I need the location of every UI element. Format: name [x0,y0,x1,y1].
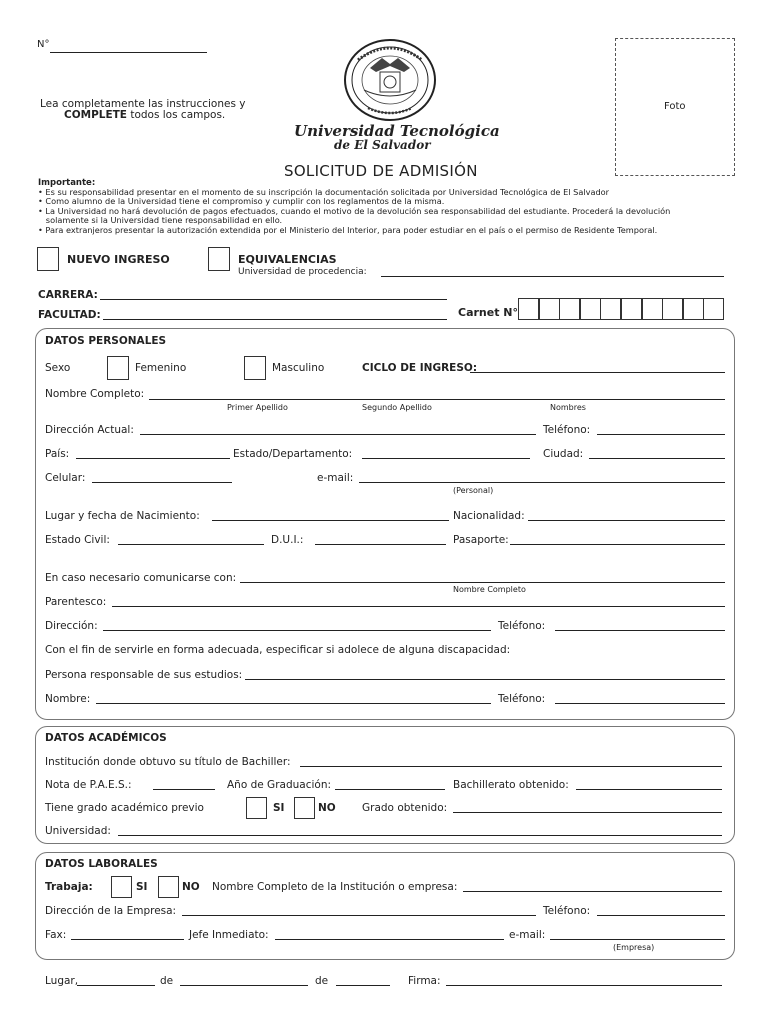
email-empresa-hint: (Empresa) [613,943,655,952]
masculino-checkbox[interactable] [244,356,266,380]
universidad-label: Universidad: [45,825,111,837]
grado-previo-no-label: NO [318,802,336,814]
jefe-inmediato-label: Jefe Inmediato: [189,929,269,941]
parentesco-field[interactable] [112,606,725,607]
trabaja-si-label: SI [136,881,148,893]
carnet-digit-cell[interactable] [683,298,704,320]
nombre-completo-field[interactable] [149,399,725,400]
carnet-digit-cell[interactable] [642,298,663,320]
datos-personales-section [35,328,735,720]
carnet-digit-cell[interactable] [621,298,642,320]
instructions-bold: COMPLETE [64,109,127,121]
equivalencias-label: EQUIVALENCIAS [238,253,337,266]
carnet-digit-cell[interactable] [600,298,621,320]
ciudad-field[interactable] [589,458,725,459]
carnet-digit-cell[interactable] [662,298,683,320]
lugar-fecha-nacimiento-label: Lugar y fecha de Nacimiento: [45,510,200,522]
celular-field[interactable] [92,482,232,483]
grado-previo-label: Tiene grado académico previo [45,802,204,814]
email-field[interactable] [359,482,725,483]
importante-bullet: • La Universidad no hará devolución de pagos efectuados, cuando el motivo de la devolución sea responsabilidad del estudiante. Procederá la devolución [38,205,671,216]
importante-bullet: • Como alumno de la Universidad tiene el compromiso y cumplir con los reglamentos de la misma. [38,196,445,207]
nombre-responsable-field[interactable] [96,703,491,704]
ciudad-label: Ciudad: [543,448,584,460]
universidad-field[interactable] [118,835,722,836]
primer-apellido-hint: Primer Apellido [227,403,288,412]
telefono2-field[interactable] [555,630,725,631]
firma-label: Firma: [408,975,441,987]
institucion-empresa-label: Nombre Completo de la Institución o empresa: [212,881,458,893]
photo-label: Foto [664,101,686,112]
nombre-completo-label: Nombre Completo: [45,388,145,400]
instructions-line2 [64,110,225,121]
photo-box[interactable] [615,38,735,176]
grado-previo-si-label: SI [273,802,285,814]
importante-list [38,188,670,235]
direccion-field[interactable] [140,434,536,435]
masculino-label: Masculino [272,362,325,374]
bachillerato-field[interactable] [576,789,722,790]
datos-laborales-title: DATOS LABORALES [45,858,158,870]
parentesco-label: Parentesco: [45,596,107,608]
pasaporte-label: Pasaporte: [453,534,509,546]
page-title: SOLICITUD DE ADMISIÓN [284,162,478,180]
discapacidad-label: Con el fin de servirle en forma adecuada, especificar si adolece de alguna discapacidad: [45,644,511,656]
nacionalidad-label: Nacionalidad: [453,510,525,522]
telefono2-label: Teléfono: [498,620,546,632]
grado-previo-si-checkbox[interactable] [246,797,267,819]
carnet-digit-cell[interactable] [518,298,539,320]
datos-academicos-title: DATOS ACADÉMICOS [45,732,167,744]
instructions-line1: Lea completamente las instrucciones y [40,98,246,110]
anio-graduacion-label: Año de Graduación: [227,779,332,791]
nacionalidad-field[interactable] [528,520,725,521]
ciclo-ingreso-field[interactable] [470,372,725,373]
telefono3-field[interactable] [555,703,725,704]
trabaja-si-checkbox[interactable] [111,876,132,898]
estado-field[interactable] [362,458,530,459]
de-label-2: de [315,975,329,987]
celular-label: Celular: [45,472,86,484]
carnet-label: Carnet N° [458,306,519,319]
lugar-label: Lugar, [45,975,79,987]
carnet-digit-cell[interactable] [559,298,580,320]
direccion-empresa-label: Dirección de la Empresa: [45,905,177,917]
carrera-field[interactable] [100,299,447,300]
responsable-label: Persona responsable de sus estudios: [45,669,243,681]
datos-personales-title: DATOS PERSONALES [45,335,167,347]
telefono-empresa-field[interactable] [597,915,725,916]
anio-field[interactable] [336,985,390,986]
sexo-label: Sexo [45,362,71,374]
equivalencias-checkbox[interactable] [208,247,230,271]
institucion-bachiller-field[interactable] [300,766,722,767]
pais-field[interactable] [76,458,230,459]
jefe-inmediato-field[interactable] [275,939,504,940]
institucion-empresa-field[interactable] [463,891,722,892]
telefono-empresa-label: Teléfono: [543,905,591,917]
instructions-rest: todos los campos. [130,109,226,121]
numero-field[interactable] [50,52,207,53]
femenino-label: Femenino [135,362,187,374]
anio-graduacion-field[interactable] [335,789,445,790]
university-name: Universidad Tecnológica [294,122,500,140]
dui-field[interactable] [315,544,446,545]
estado-civil-label: Estado Civil: [45,534,110,546]
direccion-empresa-field[interactable] [182,915,536,916]
telefono3-label: Teléfono: [498,693,546,705]
universidad-procedencia-label: Universidad de procedencia: [238,267,367,277]
nombre-responsable-label: Nombre: [45,693,91,705]
university-location: de El Salvador [334,138,431,152]
emergencia-field[interactable] [240,582,725,583]
numero-label: N° [37,39,50,50]
nuevo-ingreso-checkbox[interactable] [37,247,59,271]
firma-field[interactable] [446,985,722,986]
grado-obtenido-label: Grado obtenido: [362,802,448,814]
importante-label: Importante: [38,178,96,188]
facultad-label: FACULTAD: [38,309,101,321]
nombres-hint: Nombres [550,403,586,412]
nota-paes-label: Nota de P.A.E.S.: [45,779,132,791]
lugar-fecha-nacimiento-field[interactable] [212,520,449,521]
grado-previo-no-checkbox[interactable] [294,797,315,819]
de-label-1: de [160,975,174,987]
segundo-apellido-hint: Segundo Apellido [362,403,432,412]
bachillerato-label: Bachillerato obtenido: [453,779,569,791]
trabaja-no-checkbox[interactable] [158,876,179,898]
carnet-digit-cell[interactable] [539,298,560,320]
lugar-field[interactable] [77,985,155,986]
direccion-label: Dirección Actual: [45,424,134,436]
pasaporte-field[interactable] [510,544,725,545]
fax-field[interactable] [71,939,184,940]
email-label: e-mail: [317,472,354,484]
telefono-field[interactable] [597,434,725,435]
institucion-bachiller-label: Institución donde obtuvo su título de Bachiller: [45,756,291,768]
trabaja-no-label: NO [182,881,200,893]
direccion2-label: Dirección: [45,620,98,632]
trabaja-label: Trabaja: [45,881,93,893]
estado-civil-field[interactable] [118,544,264,545]
importante-bullet: • Es su responsabilidad presentar en el momento de su inscripción la documentación solicitada por Universidad Tecnológica de El Salvador [38,187,610,197]
ciclo-ingreso-label: CICLO DE INGRESO: [362,362,478,374]
emergencia-label: En caso necesario comunicarse con: [45,572,237,584]
email-personal-hint: (Personal) [453,486,494,495]
facultad-field[interactable] [103,319,447,320]
nuevo-ingreso-label: NUEVO INGRESO [67,253,170,266]
estado-label: Estado/Departamento: [233,448,353,460]
importante-bullet: solamente si la Universidad tiene responsabilidad en ello. [38,215,283,226]
mes-field[interactable] [180,985,308,986]
carrera-label: CARRERA: [38,289,98,301]
importante-bullet: • Para extranjeros presentar la autorización extendida por el Ministerio del Interior, para poder estudiar en el país o el permiso de Residente Temporal. [38,224,658,235]
university-seal-logo [342,38,438,122]
email-empresa-label: e-mail: [509,929,546,941]
email-empresa-field[interactable] [550,939,725,940]
telefono-label: Teléfono: [543,424,591,436]
femenino-checkbox[interactable] [107,356,129,380]
pais-label: País: [45,448,70,460]
direccion2-field[interactable] [103,630,491,631]
grado-obtenido-field[interactable] [453,812,722,813]
universidad-procedencia-field[interactable] [381,276,724,277]
responsable-field[interactable] [245,679,725,680]
nota-paes-field[interactable] [153,789,215,790]
carnet-digit-cell[interactable] [703,298,724,320]
fax-label: Fax: [45,929,67,941]
nombre-completo-hint: Nombre Completo [453,585,526,594]
dui-label: D.U.I.: [271,534,304,546]
carnet-digit-cell[interactable] [580,298,601,320]
